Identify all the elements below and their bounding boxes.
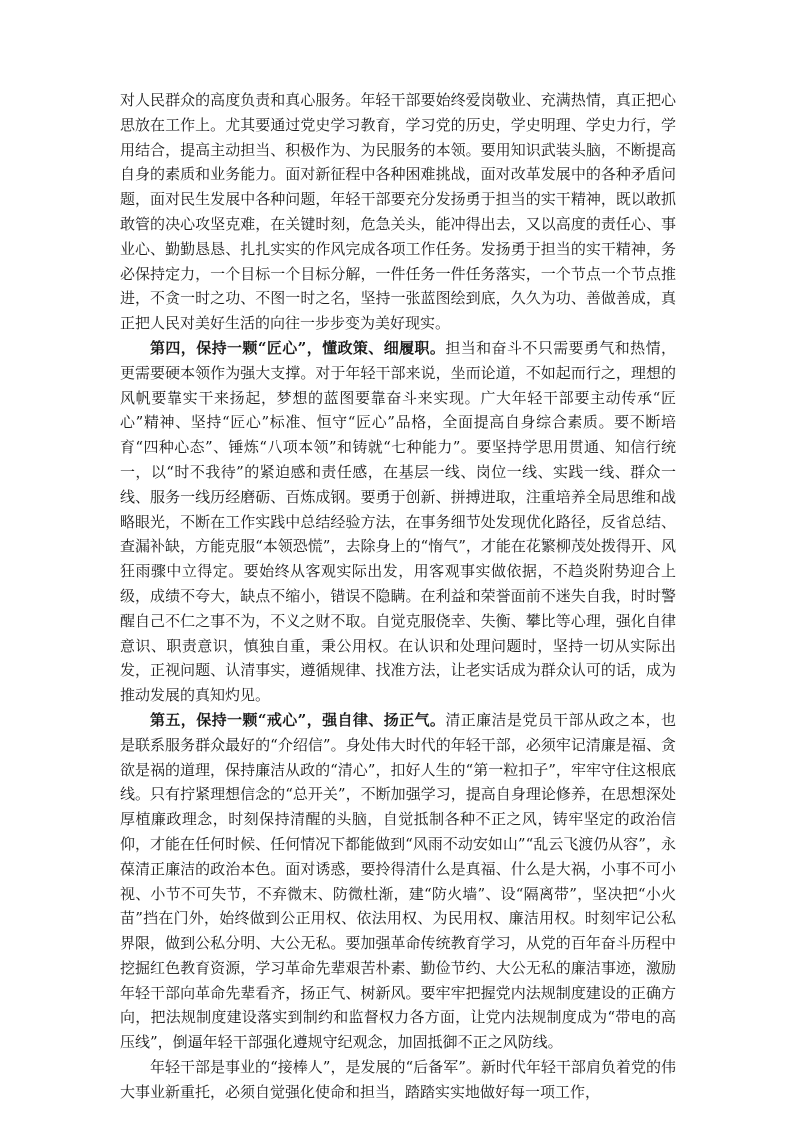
paragraph-closing [120, 1055, 676, 1105]
point-five-text: 清正廉洁是党员干部从政之本，也是联系服务群众最好的“介绍信”。身处伟大时代的年轻干部，必须牢记清廉是福、贪欲是祸的道理，保持廉洁从政的“清心”，扣好人生的“第一粒扣子”，牢牢守住这根底线。只有拧紧理想信念的“总开关”，不断加强学习，提高自身理论修养，在思想深处厚植廉政理念，时刻保持清醒的头脑，自觉抵制各种不正之风，铸牢坚定的政治信仰，才能在任何时候、任何情况下都能做到“风雨不动安如山”“乱云飞渡仍从容”，永葆清正廉洁的政治本色。面对诱惑，要拎得清什么是真福、什么是大祸，小事不可小视、小节不可失节，不弃微末、防微杜渐，建“防火墙”、设“隔离带”，坚决把“小火苗”挡在门外，始终做到公正用权、依法用权、为民用权、廉洁用权。时刻牢记公私界限，做到公私分明、大公无私。要加强革命传统教育学习，从党的百年奋斗历程中挖掘红色教育资源，学习革命先辈艰苦朴素、勤俭节约、大公无私的廉洁事迹，激励年轻干部向革命先辈看齐，扬正气、树新风。要牢牢把握党内法规制度建设的正确方向，把法规制度建设落实到制约和监督权力各方面，让党内法规制度成为“带电的高压线”，倒逼年轻干部强化遵规守纪观念，加固抵御不正之风防线。 [120, 710, 676, 1052]
point-four-heading: 第四，保持一颗“匠心”，懂政策、细履职。 [150, 338, 446, 357]
paragraph-point-four [120, 336, 676, 708]
paragraph-1-text: 对人民群众的高度负责和真心服务。年轻干部要始终爱岗敬业、充满热情，真正把心思放在工作上。尤其要通过党史学习教育，学习党的历史，学史明理、学史力行，学用结合，提高主动担当、积极作为、为民服务的本领。要用知识武装头脑，不断提高自身的素质和业务能力。面对新征程中各种困难挑战，面对改革发展中的各种矛盾问题，面对民生发展中各种问题，年轻干部要充分发扬勇于担当的实干精神，既以敢抓敢管的决心攻坚克难，在关键时刻，危急关头，能冲得出去，又以高度的责任心、事业心、勤勤恳恳、扎扎实实的作风完成各项工作任务。发扬勇于担当的实干精神，务必保持定力，一个目标一个目标分解，一件任务一件任务落实，一个节点一个节点推进，不贪一时之功、不图一时之名，坚持一张蓝图绘到底，久久为功、善做善成，真正把人民对美好生活的向往一步步变为美好现实。 [120, 91, 676, 333]
paragraph-1 [120, 88, 676, 336]
document-page [120, 88, 676, 1105]
point-four-text: 担当和奋斗不只需要勇气和热情，更需要硬本领作为强大支撑。对于年轻干部来说，坐而论道，不如起而行之，理想的风帆要靠实干来扬起，梦想的蓝图要靠奋斗来实现。广大年轻干部要主动传承“匠心”精神、坚持“匠心”标准、恒守“匠心”品格，全面提高自身综合素质。要不断培育“四种心态”、锤炼“八项本领”和铸就“七种能力”。要坚持学思用贯通、知信行统一，以“时不我待”的紧迫感和责任感，在基层一线、岗位一线、实践一线、群众一线、服务一线历经磨砺、百炼成钢。要勇于创新、拼搏进取，注重培养全局思维和战略眼光，不断在工作实践中总结经验方法，在事务细节处发现优化路径，反省总结、查漏补缺，方能克服“本领恐慌”，去除身上的“惰气”，才能在花繁柳茂处拨得开、风狂雨骤中立得定。要始终从客观实际出发，用客观事实做依据，不趋炎附势迎合上级，成绩不夸大，缺点不缩小，错误不隐瞒。在利益和荣誉面前不迷失自我，时时警醒自己不仁之事不为，不义之财不取。自觉克服侥幸、失衡、攀比等心理，强化自律意识、职责意识，慎独自重，秉公用权。在认识和处理问题时，坚持一切从实际出发，正视问题、认清事实，遵循规律、找准方法，让老实话成为群众认可的话，成为推动发展的真知灼见。 [120, 338, 676, 705]
point-five-heading: 第五，保持一颗“戒心”，强自律、扬正气。 [150, 710, 446, 729]
paragraph-point-five [120, 708, 676, 1055]
closing-text: 年轻干部是事业的“接棒人”，是发展的“后备军”。新时代年轻干部肩负着党的伟大事业新重托，必须自觉强化使命和担当，踏踏实实地做好每一项工作， [120, 1058, 676, 1101]
